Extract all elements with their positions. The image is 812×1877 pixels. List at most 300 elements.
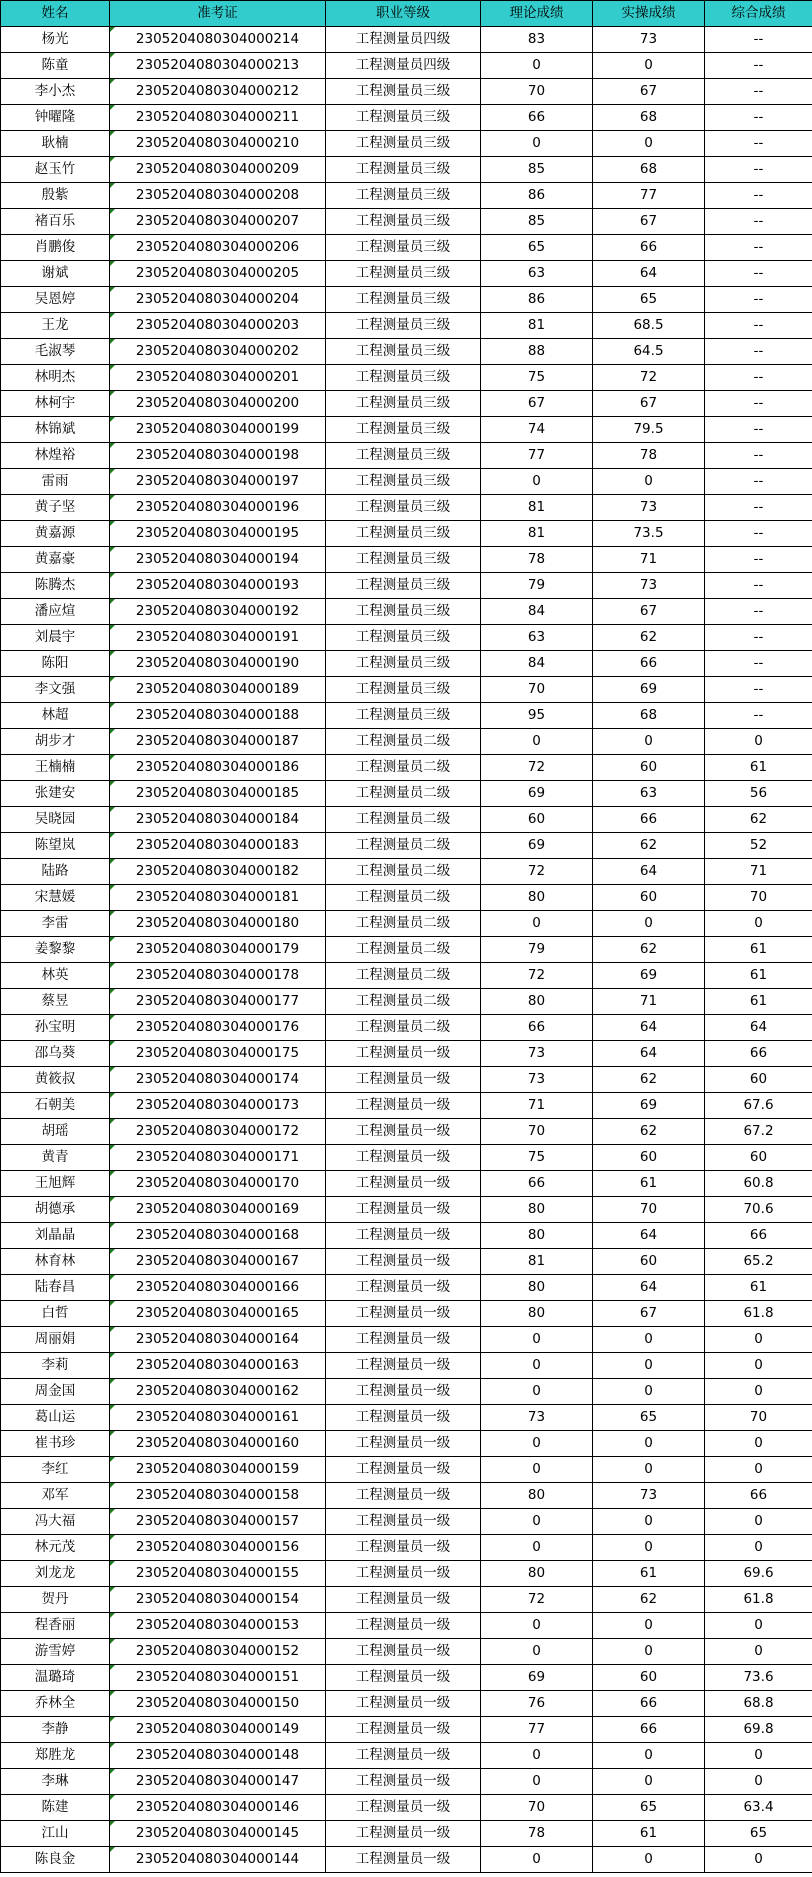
exam-id-cell: 2305204080304000172 bbox=[110, 1119, 326, 1145]
theory-score-cell: 63 bbox=[481, 625, 593, 651]
overall-score-cell: 0 bbox=[705, 1535, 812, 1561]
header-practical-score: 实操成绩 bbox=[593, 1, 705, 27]
exam-id-cell: 2305204080304000197 bbox=[110, 469, 326, 495]
exam-id-cell: 2305204080304000146 bbox=[110, 1795, 326, 1821]
table-row bbox=[1, 209, 812, 235]
overall-score-cell: -- bbox=[705, 261, 812, 287]
practical-score-cell: 67 bbox=[593, 209, 705, 235]
table-row bbox=[1, 131, 812, 157]
level-cell: 工程测量员一级 bbox=[326, 1171, 481, 1197]
overall-score-cell: 70 bbox=[705, 885, 812, 911]
overall-score-cell: 56 bbox=[705, 781, 812, 807]
theory-score-cell: 0 bbox=[481, 131, 593, 157]
table-row bbox=[1, 1275, 812, 1301]
level-cell: 工程测量员三级 bbox=[326, 105, 481, 131]
exam-id-cell: 2305204080304000161 bbox=[110, 1405, 326, 1431]
overall-score-cell: 69.8 bbox=[705, 1717, 812, 1743]
level-cell: 工程测量员二级 bbox=[326, 989, 481, 1015]
table-row bbox=[1, 547, 812, 573]
level-cell: 工程测量员一级 bbox=[326, 1509, 481, 1535]
overall-score-cell: 0 bbox=[705, 1457, 812, 1483]
practical-score-cell: 66 bbox=[593, 1717, 705, 1743]
theory-score-cell: 78 bbox=[481, 547, 593, 573]
level-cell: 工程测量员一级 bbox=[326, 1717, 481, 1743]
exam-id-cell: 2305204080304000189 bbox=[110, 677, 326, 703]
practical-score-cell: 71 bbox=[593, 989, 705, 1015]
theory-score-cell: 70 bbox=[481, 1795, 593, 1821]
level-cell: 工程测量员三级 bbox=[326, 521, 481, 547]
practical-score-cell: 60 bbox=[593, 755, 705, 781]
name-cell: 姜黎黎 bbox=[1, 937, 110, 963]
level-cell: 工程测量员一级 bbox=[326, 1353, 481, 1379]
level-cell: 工程测量员三级 bbox=[326, 625, 481, 651]
overall-score-cell: -- bbox=[705, 235, 812, 261]
table-row bbox=[1, 495, 812, 521]
level-cell: 工程测量员一级 bbox=[326, 1067, 481, 1093]
table-row bbox=[1, 573, 812, 599]
table-row bbox=[1, 911, 812, 937]
exam-id-cell: 2305204080304000185 bbox=[110, 781, 326, 807]
exam-id-cell: 2305204080304000199 bbox=[110, 417, 326, 443]
name-cell: 黄筱叔 bbox=[1, 1067, 110, 1093]
exam-id-cell: 2305204080304000209 bbox=[110, 157, 326, 183]
name-cell: 谢斌 bbox=[1, 261, 110, 287]
overall-score-cell: 69.6 bbox=[705, 1561, 812, 1587]
table-row bbox=[1, 1301, 812, 1327]
theory-score-cell: 76 bbox=[481, 1691, 593, 1717]
theory-score-cell: 80 bbox=[481, 1483, 593, 1509]
overall-score-cell: 0 bbox=[705, 1613, 812, 1639]
exam-id-cell: 2305204080304000202 bbox=[110, 339, 326, 365]
theory-score-cell: 0 bbox=[481, 911, 593, 937]
name-cell: 李莉 bbox=[1, 1353, 110, 1379]
overall-score-cell: 0 bbox=[705, 1353, 812, 1379]
practical-score-cell: 62 bbox=[593, 1067, 705, 1093]
table-row bbox=[1, 417, 812, 443]
theory-score-cell: 80 bbox=[481, 1301, 593, 1327]
exam-id-cell: 2305204080304000187 bbox=[110, 729, 326, 755]
theory-score-cell: 80 bbox=[481, 1223, 593, 1249]
practical-score-cell: 65 bbox=[593, 1405, 705, 1431]
theory-score-cell: 83 bbox=[481, 27, 593, 53]
table-row bbox=[1, 443, 812, 469]
table-row bbox=[1, 261, 812, 287]
name-cell: 陆路 bbox=[1, 859, 110, 885]
exam-id-cell: 2305204080304000159 bbox=[110, 1457, 326, 1483]
overall-score-cell: -- bbox=[705, 651, 812, 677]
overall-score-cell: -- bbox=[705, 313, 812, 339]
practical-score-cell: 64 bbox=[593, 1015, 705, 1041]
level-cell: 工程测量员三级 bbox=[326, 599, 481, 625]
practical-score-cell: 64 bbox=[593, 1223, 705, 1249]
exam-id-cell: 2305204080304000178 bbox=[110, 963, 326, 989]
overall-score-cell: -- bbox=[705, 599, 812, 625]
theory-score-cell: 70 bbox=[481, 79, 593, 105]
header-overall-score: 综合成绩 bbox=[705, 1, 812, 27]
overall-score-cell: -- bbox=[705, 625, 812, 651]
theory-score-cell: 84 bbox=[481, 599, 593, 625]
name-cell: 陈望岚 bbox=[1, 833, 110, 859]
name-cell: 潘应煊 bbox=[1, 599, 110, 625]
level-cell: 工程测量员三级 bbox=[326, 651, 481, 677]
table-row bbox=[1, 1769, 812, 1795]
practical-score-cell: 0 bbox=[593, 469, 705, 495]
exam-id-cell: 2305204080304000166 bbox=[110, 1275, 326, 1301]
exam-id-cell: 2305204080304000193 bbox=[110, 573, 326, 599]
name-cell: 林明杰 bbox=[1, 365, 110, 391]
exam-id-cell: 2305204080304000211 bbox=[110, 105, 326, 131]
overall-score-cell: 0 bbox=[705, 911, 812, 937]
table-row bbox=[1, 339, 812, 365]
level-cell: 工程测量员一级 bbox=[326, 1821, 481, 1847]
table-row bbox=[1, 1353, 812, 1379]
table-row bbox=[1, 651, 812, 677]
table-row bbox=[1, 1249, 812, 1275]
theory-score-cell: 73 bbox=[481, 1405, 593, 1431]
overall-score-cell: -- bbox=[705, 105, 812, 131]
level-cell: 工程测量员三级 bbox=[326, 547, 481, 573]
level-cell: 工程测量员一级 bbox=[326, 1665, 481, 1691]
practical-score-cell: 62 bbox=[593, 937, 705, 963]
overall-score-cell: 61.8 bbox=[705, 1301, 812, 1327]
practical-score-cell: 67 bbox=[593, 599, 705, 625]
name-cell: 邓军 bbox=[1, 1483, 110, 1509]
theory-score-cell: 66 bbox=[481, 1171, 593, 1197]
name-cell: 周金国 bbox=[1, 1379, 110, 1405]
overall-score-cell: -- bbox=[705, 79, 812, 105]
level-cell: 工程测量员三级 bbox=[326, 703, 481, 729]
practical-score-cell: 66 bbox=[593, 1691, 705, 1717]
theory-score-cell: 75 bbox=[481, 1145, 593, 1171]
name-cell: 林锦斌 bbox=[1, 417, 110, 443]
practical-score-cell: 61 bbox=[593, 1561, 705, 1587]
level-cell: 工程测量员一级 bbox=[326, 1301, 481, 1327]
practical-score-cell: 62 bbox=[593, 625, 705, 651]
theory-score-cell: 69 bbox=[481, 833, 593, 859]
overall-score-cell: 66 bbox=[705, 1041, 812, 1067]
table-row bbox=[1, 1223, 812, 1249]
exam-id-cell: 2305204080304000147 bbox=[110, 1769, 326, 1795]
theory-score-cell: 79 bbox=[481, 937, 593, 963]
overall-score-cell: 0 bbox=[705, 1847, 812, 1873]
theory-score-cell: 0 bbox=[481, 469, 593, 495]
theory-score-cell: 72 bbox=[481, 963, 593, 989]
practical-score-cell: 68 bbox=[593, 105, 705, 131]
exam-id-cell: 2305204080304000208 bbox=[110, 183, 326, 209]
practical-score-cell: 66 bbox=[593, 807, 705, 833]
table-row bbox=[1, 1691, 812, 1717]
practical-score-cell: 64 bbox=[593, 859, 705, 885]
name-cell: 陈腾杰 bbox=[1, 573, 110, 599]
practical-score-cell: 0 bbox=[593, 131, 705, 157]
practical-score-cell: 0 bbox=[593, 1509, 705, 1535]
practical-score-cell: 0 bbox=[593, 1769, 705, 1795]
practical-score-cell: 0 bbox=[593, 911, 705, 937]
theory-score-cell: 66 bbox=[481, 1015, 593, 1041]
header-row bbox=[1, 1, 812, 27]
overall-score-cell: -- bbox=[705, 417, 812, 443]
name-cell: 林育林 bbox=[1, 1249, 110, 1275]
exam-id-cell: 2305204080304000176 bbox=[110, 1015, 326, 1041]
practical-score-cell: 68 bbox=[593, 157, 705, 183]
name-cell: 温璐琦 bbox=[1, 1665, 110, 1691]
name-cell: 王旭辉 bbox=[1, 1171, 110, 1197]
table-row bbox=[1, 1457, 812, 1483]
table-row bbox=[1, 521, 812, 547]
theory-score-cell: 60 bbox=[481, 807, 593, 833]
table-row bbox=[1, 729, 812, 755]
name-cell: 石朝美 bbox=[1, 1093, 110, 1119]
theory-score-cell: 85 bbox=[481, 157, 593, 183]
name-cell: 吴晓园 bbox=[1, 807, 110, 833]
theory-score-cell: 0 bbox=[481, 729, 593, 755]
table-row bbox=[1, 157, 812, 183]
exam-id-cell: 2305204080304000151 bbox=[110, 1665, 326, 1691]
exam-id-cell: 2305204080304000160 bbox=[110, 1431, 326, 1457]
level-cell: 工程测量员三级 bbox=[326, 677, 481, 703]
level-cell: 工程测量员一级 bbox=[326, 1457, 481, 1483]
overall-score-cell: -- bbox=[705, 183, 812, 209]
name-cell: 杨光 bbox=[1, 27, 110, 53]
practical-score-cell: 68 bbox=[593, 703, 705, 729]
name-cell: 胡德承 bbox=[1, 1197, 110, 1223]
level-cell: 工程测量员三级 bbox=[326, 313, 481, 339]
exam-id-cell: 2305204080304000156 bbox=[110, 1535, 326, 1561]
name-cell: 宋慧媛 bbox=[1, 885, 110, 911]
name-cell: 游雪婷 bbox=[1, 1639, 110, 1665]
exam-id-cell: 2305204080304000163 bbox=[110, 1353, 326, 1379]
table-row bbox=[1, 1743, 812, 1769]
name-cell: 江山 bbox=[1, 1821, 110, 1847]
table-row bbox=[1, 755, 812, 781]
practical-score-cell: 0 bbox=[593, 1743, 705, 1769]
practical-score-cell: 0 bbox=[593, 1613, 705, 1639]
overall-score-cell: 61 bbox=[705, 989, 812, 1015]
theory-score-cell: 74 bbox=[481, 417, 593, 443]
theory-score-cell: 0 bbox=[481, 53, 593, 79]
name-cell: 李红 bbox=[1, 1457, 110, 1483]
practical-score-cell: 0 bbox=[593, 1639, 705, 1665]
theory-score-cell: 84 bbox=[481, 651, 593, 677]
exam-id-cell: 2305204080304000214 bbox=[110, 27, 326, 53]
practical-score-cell: 0 bbox=[593, 729, 705, 755]
level-cell: 工程测量员一级 bbox=[326, 1197, 481, 1223]
overall-score-cell: 61 bbox=[705, 755, 812, 781]
level-cell: 工程测量员四级 bbox=[326, 53, 481, 79]
overall-score-cell: 0 bbox=[705, 1743, 812, 1769]
theory-score-cell: 72 bbox=[481, 1587, 593, 1613]
practical-score-cell: 62 bbox=[593, 1119, 705, 1145]
theory-score-cell: 81 bbox=[481, 495, 593, 521]
practical-score-cell: 63 bbox=[593, 781, 705, 807]
level-cell: 工程测量员一级 bbox=[326, 1639, 481, 1665]
name-cell: 王龙 bbox=[1, 313, 110, 339]
practical-score-cell: 73 bbox=[593, 573, 705, 599]
overall-score-cell: -- bbox=[705, 209, 812, 235]
level-cell: 工程测量员一级 bbox=[326, 1275, 481, 1301]
theory-score-cell: 80 bbox=[481, 1561, 593, 1587]
name-cell: 李文强 bbox=[1, 677, 110, 703]
exam-id-cell: 2305204080304000206 bbox=[110, 235, 326, 261]
overall-score-cell: 61 bbox=[705, 1275, 812, 1301]
exam-id-cell: 2305204080304000186 bbox=[110, 755, 326, 781]
theory-score-cell: 77 bbox=[481, 443, 593, 469]
overall-score-cell: 60 bbox=[705, 1145, 812, 1171]
exam-id-cell: 2305204080304000173 bbox=[110, 1093, 326, 1119]
level-cell: 工程测量员三级 bbox=[326, 573, 481, 599]
table-row bbox=[1, 1041, 812, 1067]
table-row bbox=[1, 1067, 812, 1093]
exam-id-cell: 2305204080304000210 bbox=[110, 131, 326, 157]
exam-id-cell: 2305204080304000212 bbox=[110, 79, 326, 105]
table-row bbox=[1, 1821, 812, 1847]
practical-score-cell: 64 bbox=[593, 1275, 705, 1301]
exam-id-cell: 2305204080304000180 bbox=[110, 911, 326, 937]
name-cell: 王楠楠 bbox=[1, 755, 110, 781]
theory-score-cell: 73 bbox=[481, 1041, 593, 1067]
level-cell: 工程测量员一级 bbox=[326, 1691, 481, 1717]
theory-score-cell: 0 bbox=[481, 1353, 593, 1379]
practical-score-cell: 71 bbox=[593, 547, 705, 573]
table-row bbox=[1, 1145, 812, 1171]
table-row bbox=[1, 1795, 812, 1821]
exam-id-cell: 2305204080304000157 bbox=[110, 1509, 326, 1535]
theory-score-cell: 0 bbox=[481, 1457, 593, 1483]
exam-id-cell: 2305204080304000158 bbox=[110, 1483, 326, 1509]
practical-score-cell: 0 bbox=[593, 1535, 705, 1561]
theory-score-cell: 85 bbox=[481, 209, 593, 235]
practical-score-cell: 66 bbox=[593, 235, 705, 261]
theory-score-cell: 88 bbox=[481, 339, 593, 365]
name-cell: 陈童 bbox=[1, 53, 110, 79]
table-row bbox=[1, 1483, 812, 1509]
name-cell: 李雷 bbox=[1, 911, 110, 937]
table-row bbox=[1, 833, 812, 859]
table-row bbox=[1, 703, 812, 729]
practical-score-cell: 61 bbox=[593, 1171, 705, 1197]
level-cell: 工程测量员一级 bbox=[326, 1613, 481, 1639]
level-cell: 工程测量员三级 bbox=[326, 417, 481, 443]
overall-score-cell: -- bbox=[705, 287, 812, 313]
overall-score-cell: -- bbox=[705, 365, 812, 391]
level-cell: 工程测量员二级 bbox=[326, 833, 481, 859]
overall-score-cell: -- bbox=[705, 495, 812, 521]
level-cell: 工程测量员三级 bbox=[326, 261, 481, 287]
overall-score-cell: -- bbox=[705, 703, 812, 729]
exam-id-cell: 2305204080304000149 bbox=[110, 1717, 326, 1743]
theory-score-cell: 70 bbox=[481, 1119, 593, 1145]
table-row bbox=[1, 1509, 812, 1535]
level-cell: 工程测量员一级 bbox=[326, 1405, 481, 1431]
exam-id-cell: 2305204080304000190 bbox=[110, 651, 326, 677]
level-cell: 工程测量员一级 bbox=[326, 1379, 481, 1405]
header-level: 职业等级 bbox=[326, 1, 481, 27]
overall-score-cell: -- bbox=[705, 677, 812, 703]
practical-score-cell: 65 bbox=[593, 1795, 705, 1821]
theory-score-cell: 0 bbox=[481, 1743, 593, 1769]
theory-score-cell: 72 bbox=[481, 859, 593, 885]
name-cell: 刘晶晶 bbox=[1, 1223, 110, 1249]
overall-score-cell: 68.8 bbox=[705, 1691, 812, 1717]
overall-score-cell: 0 bbox=[705, 1639, 812, 1665]
theory-score-cell: 65 bbox=[481, 235, 593, 261]
overall-score-cell: 0 bbox=[705, 1431, 812, 1457]
level-cell: 工程测量员一级 bbox=[326, 1041, 481, 1067]
overall-score-cell: 66 bbox=[705, 1223, 812, 1249]
theory-score-cell: 80 bbox=[481, 885, 593, 911]
practical-score-cell: 73 bbox=[593, 27, 705, 53]
level-cell: 工程测量员一级 bbox=[326, 1327, 481, 1353]
theory-score-cell: 81 bbox=[481, 1249, 593, 1275]
name-cell: 殷紫 bbox=[1, 183, 110, 209]
name-cell: 张建安 bbox=[1, 781, 110, 807]
practical-score-cell: 79.5 bbox=[593, 417, 705, 443]
table-row bbox=[1, 1197, 812, 1223]
exam-id-cell: 2305204080304000200 bbox=[110, 391, 326, 417]
name-cell: 赵玉竹 bbox=[1, 157, 110, 183]
table-row bbox=[1, 1613, 812, 1639]
name-cell: 贺丹 bbox=[1, 1587, 110, 1613]
name-cell: 毛淑琴 bbox=[1, 339, 110, 365]
practical-score-cell: 64 bbox=[593, 1041, 705, 1067]
level-cell: 工程测量员二级 bbox=[326, 885, 481, 911]
practical-score-cell: 62 bbox=[593, 1587, 705, 1613]
level-cell: 工程测量员三级 bbox=[326, 391, 481, 417]
name-cell: 耿楠 bbox=[1, 131, 110, 157]
table-row bbox=[1, 1535, 812, 1561]
exam-id-cell: 2305204080304000148 bbox=[110, 1743, 326, 1769]
level-cell: 工程测量员二级 bbox=[326, 937, 481, 963]
level-cell: 工程测量员一级 bbox=[326, 1483, 481, 1509]
table-row bbox=[1, 1665, 812, 1691]
level-cell: 工程测量员三级 bbox=[326, 339, 481, 365]
exam-id-cell: 2305204080304000168 bbox=[110, 1223, 326, 1249]
name-cell: 陈良金 bbox=[1, 1847, 110, 1873]
name-cell: 黄子坚 bbox=[1, 495, 110, 521]
name-cell: 林元茂 bbox=[1, 1535, 110, 1561]
name-cell: 褚百乐 bbox=[1, 209, 110, 235]
table-row bbox=[1, 391, 812, 417]
theory-score-cell: 81 bbox=[481, 313, 593, 339]
table-row bbox=[1, 1015, 812, 1041]
level-cell: 工程测量员三级 bbox=[326, 287, 481, 313]
overall-score-cell: -- bbox=[705, 27, 812, 53]
table-body bbox=[1, 27, 812, 1873]
exam-id-cell: 2305204080304000191 bbox=[110, 625, 326, 651]
exam-id-cell: 2305204080304000152 bbox=[110, 1639, 326, 1665]
header-exam-id: 准考证 bbox=[110, 1, 326, 27]
theory-score-cell: 80 bbox=[481, 1275, 593, 1301]
table-row bbox=[1, 781, 812, 807]
practical-score-cell: 60 bbox=[593, 1665, 705, 1691]
table-row bbox=[1, 469, 812, 495]
theory-score-cell: 75 bbox=[481, 365, 593, 391]
overall-score-cell: 65 bbox=[705, 1821, 812, 1847]
theory-score-cell: 69 bbox=[481, 1665, 593, 1691]
theory-score-cell: 71 bbox=[481, 1093, 593, 1119]
theory-score-cell: 0 bbox=[481, 1847, 593, 1873]
practical-score-cell: 65 bbox=[593, 287, 705, 313]
level-cell: 工程测量员三级 bbox=[326, 79, 481, 105]
name-cell: 崔书珍 bbox=[1, 1431, 110, 1457]
table-row bbox=[1, 1561, 812, 1587]
overall-score-cell: 66 bbox=[705, 1483, 812, 1509]
table-row bbox=[1, 1379, 812, 1405]
exam-id-cell: 2305204080304000150 bbox=[110, 1691, 326, 1717]
level-cell: 工程测量员一级 bbox=[326, 1431, 481, 1457]
practical-score-cell: 70 bbox=[593, 1197, 705, 1223]
level-cell: 工程测量员一级 bbox=[326, 1223, 481, 1249]
